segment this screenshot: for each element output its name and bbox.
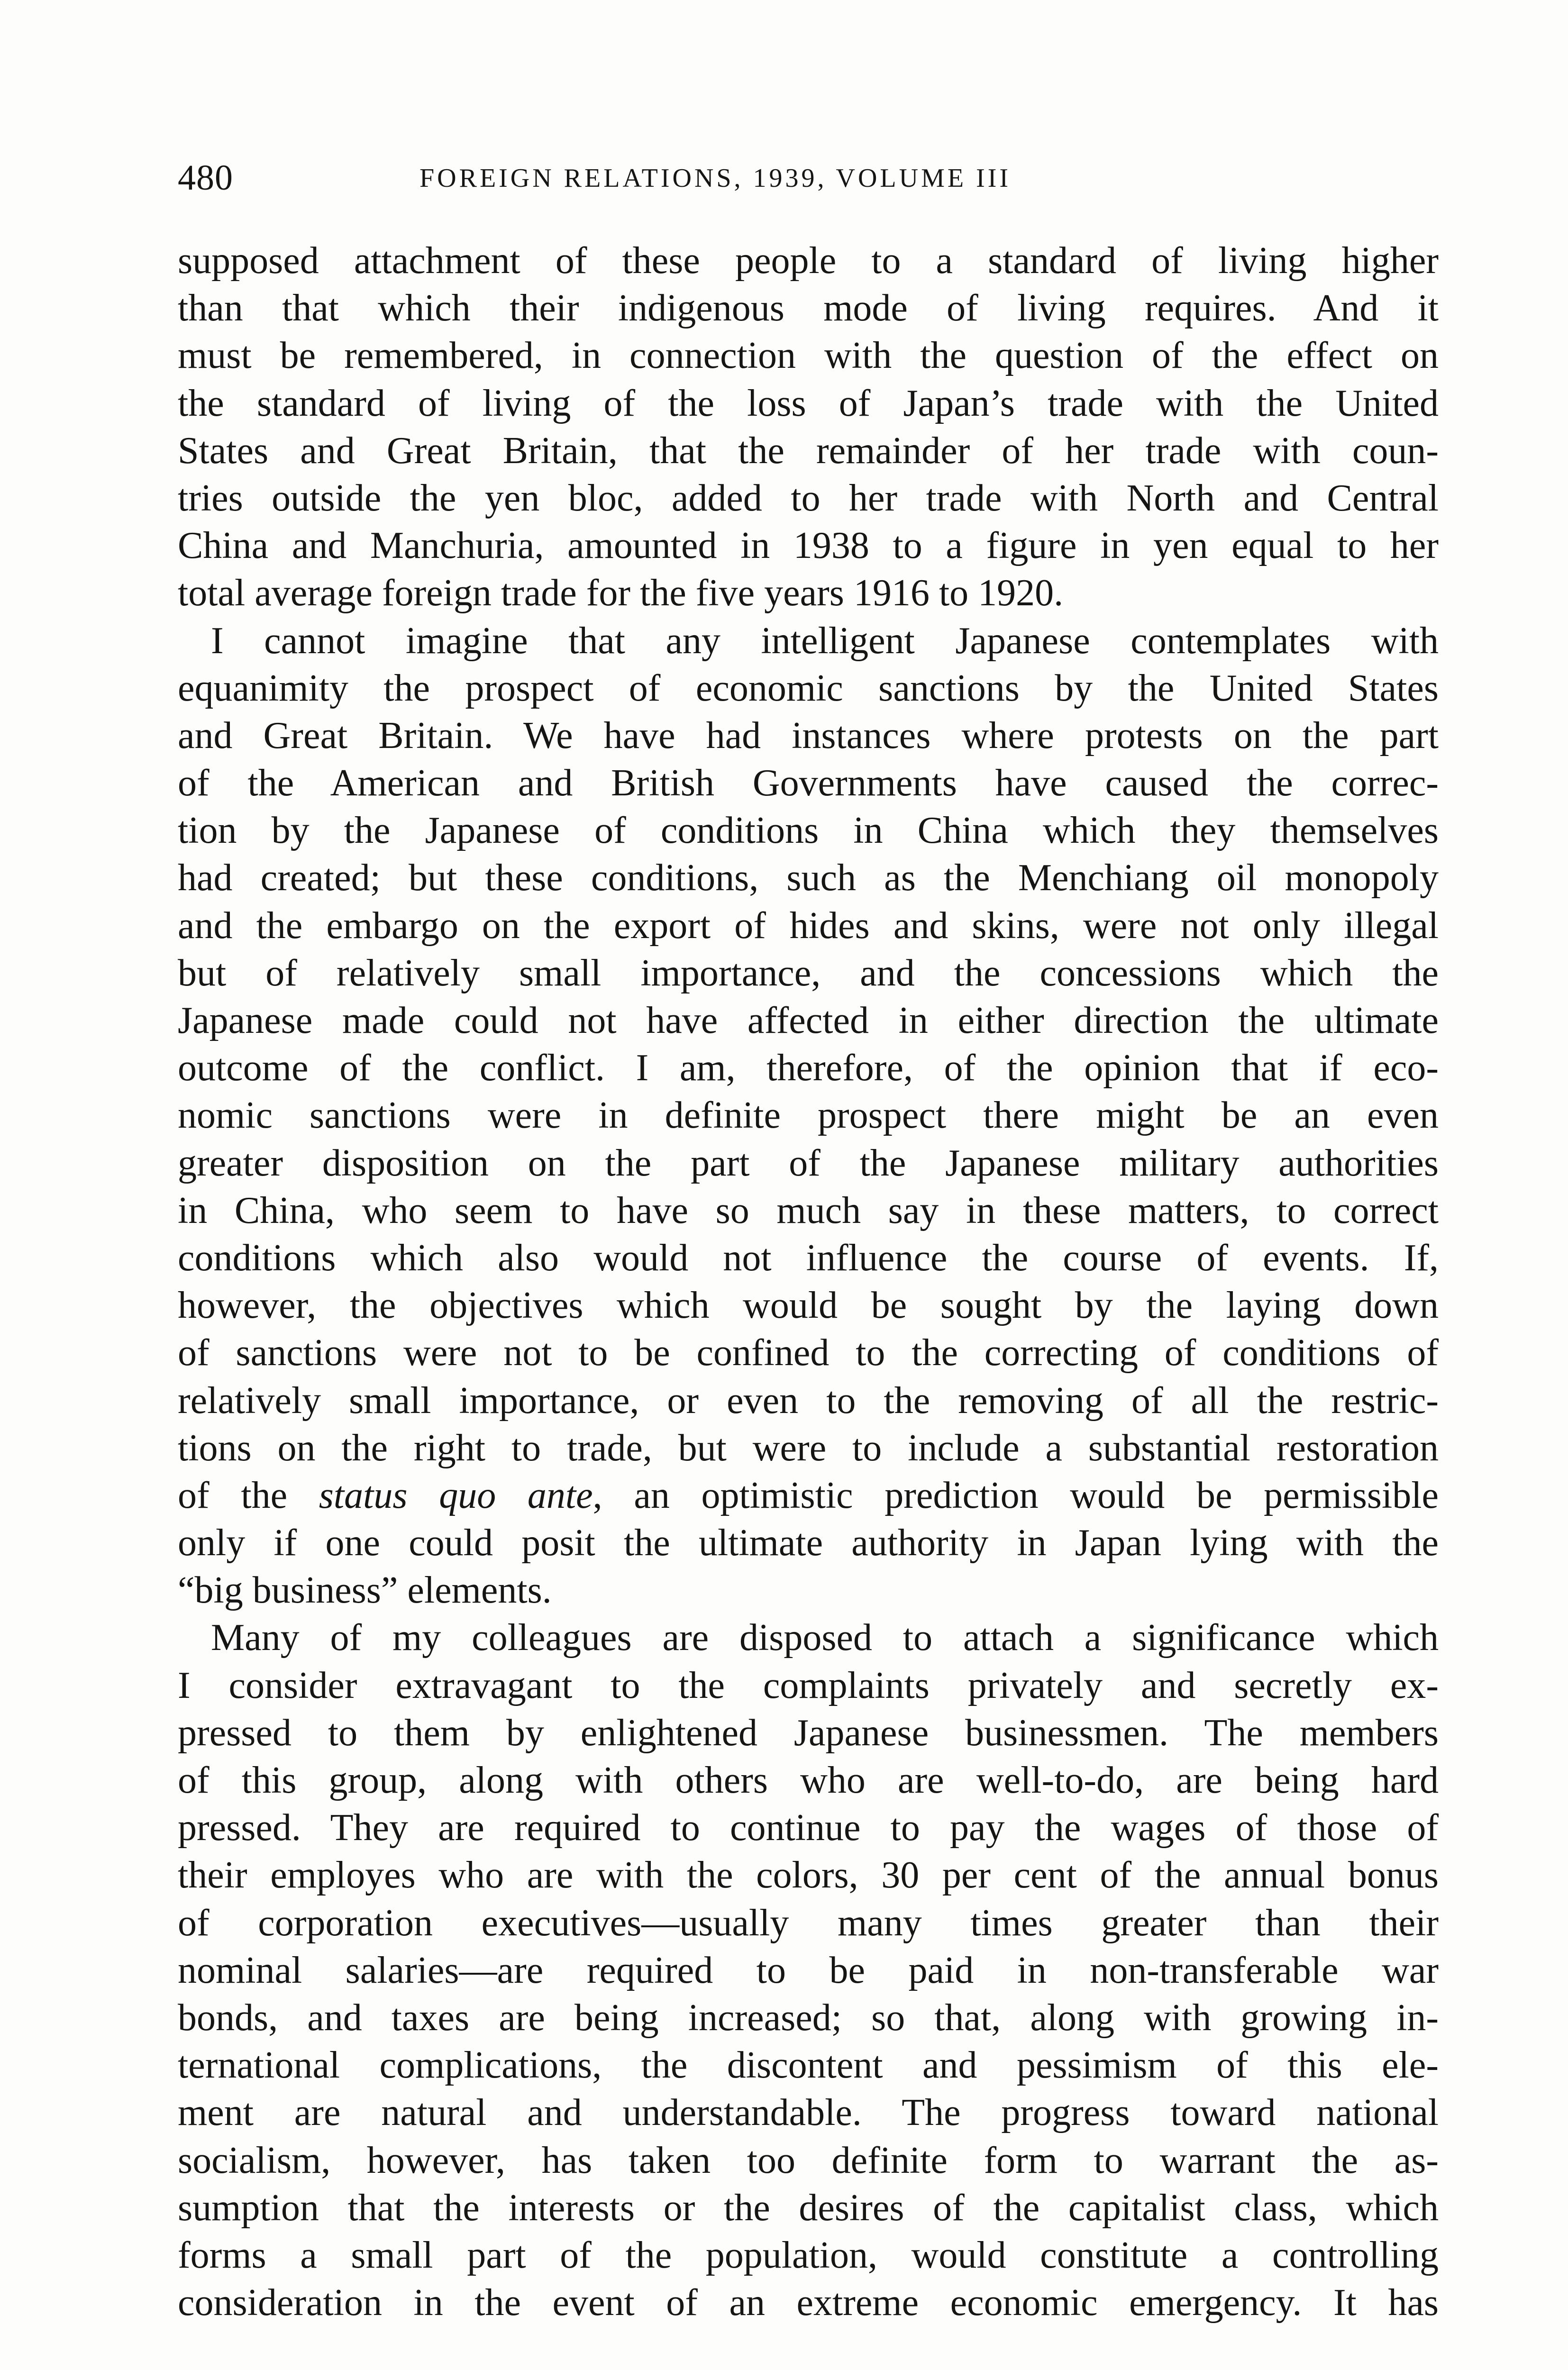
text-line: and Great Britain. We have had instances where protests on the part	[178, 714, 1439, 757]
text-line: pressed to them by enlightened Japanese businessmen. The members	[178, 1712, 1439, 1754]
text-line: of corporation executives—usually many times greater than their	[178, 1902, 1439, 1944]
text-line: “big business” elements.	[178, 1569, 552, 1612]
text-line: bonds, and taxes are being increased; so that, along with growing in-	[178, 1996, 1439, 2039]
text-line: I consider extravagant to the complaints privately and secretly ex-	[178, 1664, 1439, 1706]
text-line: socialism, however, has taken too definite form to warrant the as-	[178, 2139, 1439, 2181]
text-line: conditions which also would not influence the course of events. If,	[178, 1237, 1439, 1279]
text-line: tions on the right to trade, but were to include a substantial restoration	[178, 1427, 1439, 1469]
text-line: I cannot imagine that any intelligent Japanese contemplates with	[211, 620, 1439, 662]
text-line: tries outside the yen bloc, added to her trade with North and Central	[178, 477, 1439, 519]
text-line: must be remembered, in connection with the question of the effect on	[178, 335, 1439, 377]
italic-phrase: status quo ante	[319, 1474, 593, 1516]
text-line: the standard of living of the loss of Japan’s trade with the United	[178, 382, 1439, 424]
text-line: of sanctions were not to be confined to the correcting of conditions of	[178, 1332, 1439, 1374]
text-line: consideration in the event of an extreme economic emergency. It has	[178, 2282, 1439, 2324]
text-line: greater disposition on the part of the Japanese military authorities	[178, 1142, 1439, 1184]
text-line: had created; but these conditions, such as the Menchiang oil monopoly	[178, 857, 1439, 899]
text-line: ternational complications, the discontent and pessimism of this ele-	[178, 2044, 1439, 2087]
text-line: States and Great Britain, that the remainder of her trade with coun-	[178, 429, 1439, 472]
text-line	[178, 1472, 1439, 1519]
text-line: relatively small importance, or even to the removing of all the restric-	[178, 1379, 1439, 1422]
text-line: outcome of the conflict. I am, therefore, of the opinion that if eco-	[178, 1047, 1439, 1089]
text-line: supposed attachment of these people to a standard of living higher	[178, 240, 1439, 282]
text-line: China and Manchuria, amounted in 1938 to a figure in yen equal to her	[178, 525, 1439, 567]
text-line: pressed. They are required to continue to pay the wages of those of	[178, 1807, 1439, 1849]
text-line: Japanese made could not have affected in either direction the ultimate	[178, 1000, 1439, 1041]
text-line: than that which their indigenous mode of living requires. And it	[178, 287, 1439, 329]
text-line: forms a small part of the population, would constitute a controlling	[178, 2234, 1439, 2276]
header-title: FOREIGN RELATIONS, 1939, VOLUME III	[419, 164, 1012, 193]
page-number: 480	[178, 158, 233, 198]
text-line: ment are natural and understandable. The progress toward national	[178, 2092, 1439, 2134]
text-line: however, the objectives which would be sought by the laying down	[178, 1285, 1439, 1327]
text-line: but of relatively small importance, and the concessions which the	[178, 952, 1439, 994]
text-line: their employes who are with the colors, 30 per cent of the annual bonus	[178, 1854, 1439, 1896]
text-line: total average foreign trade for the five years 1916 to 1920.	[178, 572, 1064, 614]
text-line: of the American and British Governments have caused the correc-	[178, 762, 1439, 804]
text-line: equanimity the prospect of economic sanctions by the United States	[178, 667, 1439, 709]
text-fragment: , an optimistic prediction would be permissible	[593, 1474, 1439, 1516]
text-line: only if one could posit the ultimate authority in Japan lying with the	[178, 1522, 1439, 1564]
text-line: nomic sanctions were in definite prospect there might be an even	[178, 1094, 1439, 1137]
text-line: sumption that the interests or the desires of the capitalist class, which	[178, 2187, 1439, 2229]
text-line: of this group, along with others who are well-to-do, are being hard	[178, 1759, 1439, 1801]
running-head	[178, 156, 1439, 199]
text-line: and the embargo on the export of hides and skins, were not only illegal	[178, 904, 1439, 947]
text-fragment: of the	[178, 1474, 319, 1516]
text-line: Many of my colleagues are disposed to attach a significance which	[211, 1617, 1439, 1659]
text-line: tion by the Japanese of conditions in China which they themselves	[178, 810, 1439, 852]
text-line: nominal salaries—are required to be paid in non-transferable war	[178, 1949, 1439, 1991]
text-line: in China, who seem to have so much say in these matters, to correct	[178, 1189, 1439, 1231]
body-text	[178, 237, 1439, 2351]
